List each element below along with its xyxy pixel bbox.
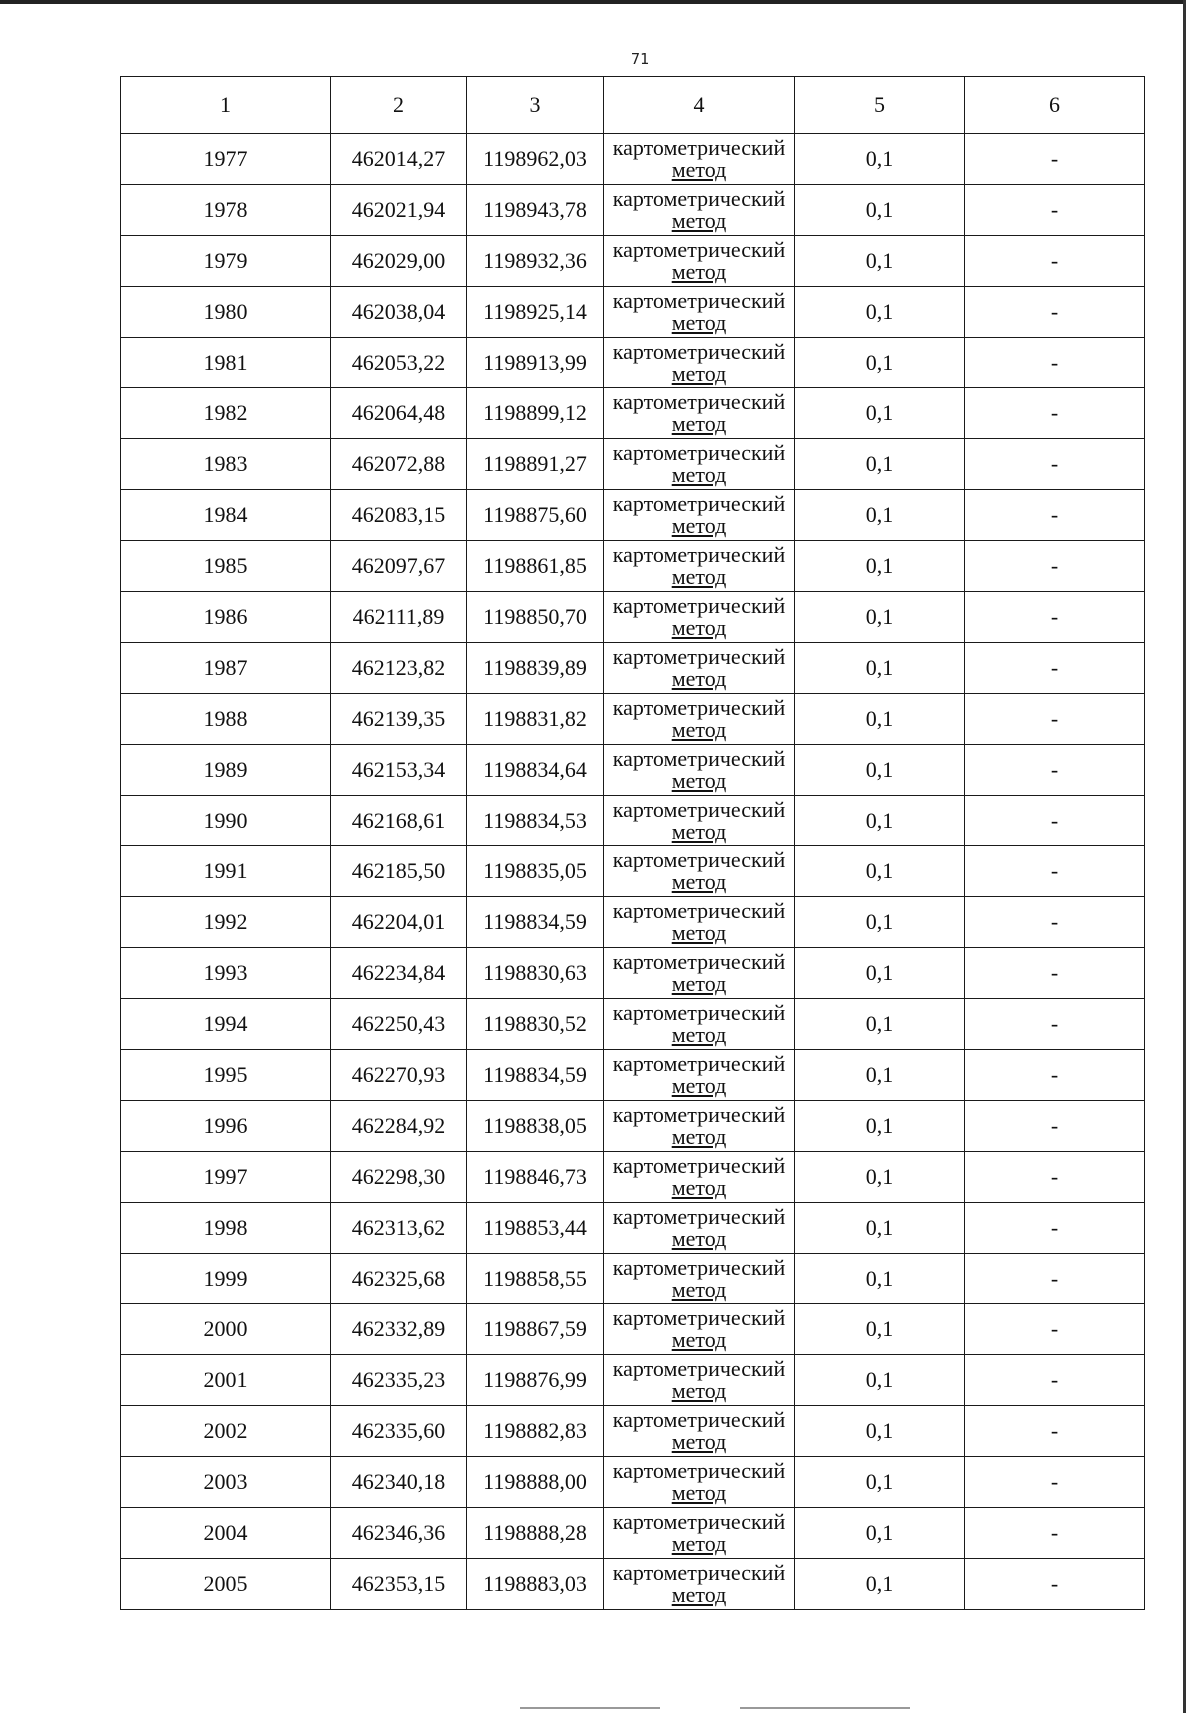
coord-y-cell: 1198834,64 [467, 744, 604, 795]
accuracy-cell: 0,1 [795, 1406, 965, 1457]
method-line-1: картометрический [612, 287, 786, 313]
table-row [121, 1304, 1145, 1355]
method-line-2: метод [671, 665, 727, 691]
method-cell [604, 1406, 795, 1457]
method-line-1: картометрический [612, 389, 786, 415]
coord-x-cell: 462250,43 [331, 999, 467, 1050]
method-cell [604, 235, 795, 286]
point-number-cell: 1985 [121, 541, 331, 592]
method-line-2: метод [671, 869, 727, 895]
method-line-2: метод [671, 462, 727, 488]
coord-y-cell: 1198839,89 [467, 642, 604, 693]
accuracy-cell: 0,1 [795, 235, 965, 286]
method-line-2: метод [671, 1123, 727, 1149]
point-number-cell: 1989 [121, 744, 331, 795]
table-row [121, 1202, 1145, 1253]
note-cell: - [965, 1202, 1145, 1253]
method-line-1: картометрический [612, 796, 786, 822]
method-cell [604, 999, 795, 1050]
method-line-1: картометрический [612, 338, 786, 364]
method-cell [604, 1151, 795, 1202]
coord-x-cell: 462353,15 [331, 1558, 467, 1609]
method-cell [604, 1253, 795, 1304]
method-line-2: метод [671, 767, 727, 793]
method-cell [604, 134, 795, 185]
table-row [121, 235, 1145, 286]
header-cell: 5 [795, 77, 965, 134]
coord-y-cell: 1198838,05 [467, 1100, 604, 1151]
coord-y-cell: 1198932,36 [467, 235, 604, 286]
note-cell: - [965, 1508, 1145, 1559]
table-row [121, 1100, 1145, 1151]
accuracy-cell: 0,1 [795, 1457, 965, 1508]
method-cell [604, 1508, 795, 1559]
method-line-2: метод [671, 1276, 727, 1302]
method-cell [604, 184, 795, 235]
method-line-2: метод [671, 207, 727, 233]
coord-y-cell: 1198853,44 [467, 1202, 604, 1253]
note-cell: - [965, 184, 1145, 235]
table-row [121, 1050, 1145, 1101]
coord-y-cell: 1198830,52 [467, 999, 604, 1050]
point-number-cell: 1994 [121, 999, 331, 1050]
accuracy-cell: 0,1 [795, 134, 965, 185]
coord-x-cell: 462325,68 [331, 1253, 467, 1304]
note-cell: - [965, 337, 1145, 388]
accuracy-cell: 0,1 [795, 1100, 965, 1151]
coord-x-cell: 462153,34 [331, 744, 467, 795]
method-line-2: метод [671, 1378, 727, 1404]
table-row [121, 846, 1145, 897]
coord-y-cell: 1198888,28 [467, 1508, 604, 1559]
table-row [121, 999, 1145, 1050]
accuracy-cell: 0,1 [795, 337, 965, 388]
table-row [121, 795, 1145, 846]
note-cell: - [965, 1457, 1145, 1508]
table-row [121, 592, 1145, 643]
point-number-cell: 1996 [121, 1100, 331, 1151]
method-cell [604, 1050, 795, 1101]
point-number-cell: 1986 [121, 592, 331, 643]
table-row [121, 1508, 1145, 1559]
note-cell: - [965, 1406, 1145, 1457]
coord-x-cell: 462083,15 [331, 490, 467, 541]
note-cell: - [965, 948, 1145, 999]
point-number-cell: 2004 [121, 1508, 331, 1559]
table-row [121, 1253, 1145, 1304]
method-line-2: метод [671, 360, 727, 386]
method-line-2: метод [671, 564, 727, 590]
note-cell: - [965, 642, 1145, 693]
coord-x-cell: 462313,62 [331, 1202, 467, 1253]
point-number-cell: 1998 [121, 1202, 331, 1253]
note-cell: - [965, 490, 1145, 541]
method-line-1: картометрический [612, 1356, 786, 1382]
method-line-2: метод [671, 1530, 727, 1556]
method-line-1: картометрический [612, 745, 786, 771]
point-number-cell: 2003 [121, 1457, 331, 1508]
method-line-1: картометрический [612, 1508, 786, 1534]
accuracy-cell: 0,1 [795, 1558, 965, 1609]
header-cell: 3 [467, 77, 604, 134]
coord-y-cell: 1198888,00 [467, 1457, 604, 1508]
note-cell: - [965, 439, 1145, 490]
header-cell: 2 [331, 77, 467, 134]
method-cell [604, 1457, 795, 1508]
coord-y-cell: 1198846,73 [467, 1151, 604, 1202]
method-line-2: метод [671, 1327, 727, 1353]
method-line-2: метод [671, 1480, 727, 1506]
accuracy-cell: 0,1 [795, 490, 965, 541]
table-row [121, 744, 1145, 795]
coord-x-cell: 462346,36 [331, 1508, 467, 1559]
coord-y-cell: 1198876,99 [467, 1355, 604, 1406]
coord-y-cell: 1198891,27 [467, 439, 604, 490]
coord-y-cell: 1198830,63 [467, 948, 604, 999]
note-cell: - [965, 134, 1145, 185]
method-cell [604, 388, 795, 439]
accuracy-cell: 0,1 [795, 795, 965, 846]
method-line-1: картометрический [612, 542, 786, 568]
table-row [121, 1355, 1145, 1406]
method-line-2: метод [671, 1225, 727, 1251]
note-cell: - [965, 846, 1145, 897]
method-line-2: метод [671, 818, 727, 844]
coord-x-cell: 462185,50 [331, 846, 467, 897]
accuracy-cell: 0,1 [795, 1355, 965, 1406]
coord-x-cell: 462332,89 [331, 1304, 467, 1355]
coord-x-cell: 462021,94 [331, 184, 467, 235]
coord-y-cell: 1198835,05 [467, 846, 604, 897]
method-line-1: картометрический [612, 898, 786, 924]
point-number-cell: 1997 [121, 1151, 331, 1202]
method-line-1: картометрический [612, 949, 786, 975]
accuracy-cell: 0,1 [795, 948, 965, 999]
method-line-1: картометрический [612, 236, 786, 262]
method-cell [604, 693, 795, 744]
note-cell: - [965, 286, 1145, 337]
point-number-cell: 2002 [121, 1406, 331, 1457]
coord-x-cell: 462340,18 [331, 1457, 467, 1508]
table-row [121, 897, 1145, 948]
method-line-1: картометрический [612, 1559, 786, 1585]
method-line-2: метод [671, 513, 727, 539]
method-line-1: картометрический [612, 440, 786, 466]
method-line-1: картометрический [612, 1050, 786, 1076]
method-line-1: картометрический [612, 643, 786, 669]
coord-y-cell: 1198861,85 [467, 541, 604, 592]
note-cell: - [965, 897, 1145, 948]
method-line-1: картометрический [612, 592, 786, 618]
table-row [121, 134, 1145, 185]
accuracy-cell: 0,1 [795, 999, 965, 1050]
method-cell [604, 897, 795, 948]
point-number-cell: 1993 [121, 948, 331, 999]
header-cell: 1 [121, 77, 331, 134]
coord-y-cell: 1198858,55 [467, 1253, 604, 1304]
method-line-1: картометрический [612, 134, 786, 160]
method-line-2: метод [671, 156, 727, 182]
accuracy-cell: 0,1 [795, 642, 965, 693]
note-cell: - [965, 1151, 1145, 1202]
point-number-cell: 1981 [121, 337, 331, 388]
accuracy-cell: 0,1 [795, 897, 965, 948]
table-row [121, 286, 1145, 337]
note-cell: - [965, 1050, 1145, 1101]
table-row [121, 490, 1145, 541]
note-cell: - [965, 693, 1145, 744]
coord-x-cell: 462335,60 [331, 1406, 467, 1457]
method-line-2: метод [671, 614, 727, 640]
note-cell: - [965, 999, 1145, 1050]
coord-y-cell: 1198883,03 [467, 1558, 604, 1609]
coord-x-cell: 462064,48 [331, 388, 467, 439]
table-row [121, 541, 1145, 592]
note-cell: - [965, 1304, 1145, 1355]
page-number: 71 [630, 50, 650, 68]
method-line-2: метод [671, 411, 727, 437]
coord-x-cell: 462270,93 [331, 1050, 467, 1101]
accuracy-cell: 0,1 [795, 1304, 965, 1355]
point-number-cell: 1992 [121, 897, 331, 948]
point-number-cell: 1983 [121, 439, 331, 490]
point-number-cell: 1984 [121, 490, 331, 541]
method-line-1: картометрический [612, 185, 786, 211]
method-line-1: картометрический [612, 1000, 786, 1026]
accuracy-cell: 0,1 [795, 846, 965, 897]
method-line-1: картометрический [612, 1305, 786, 1331]
method-line-1: картометрический [612, 847, 786, 873]
accuracy-cell: 0,1 [795, 592, 965, 643]
method-line-1: картометрический [612, 1101, 786, 1127]
coord-x-cell: 462038,04 [331, 286, 467, 337]
method-cell [604, 541, 795, 592]
coord-x-cell: 462097,67 [331, 541, 467, 592]
scan-bottom-mark [520, 1707, 660, 1709]
coord-x-cell: 462029,00 [331, 235, 467, 286]
method-line-2: метод [671, 258, 727, 284]
table-row [121, 439, 1145, 490]
accuracy-cell: 0,1 [795, 184, 965, 235]
coord-y-cell: 1198834,59 [467, 897, 604, 948]
method-line-1: картометрический [612, 1407, 786, 1433]
coord-y-cell: 1198899,12 [467, 388, 604, 439]
coord-x-cell: 462204,01 [331, 897, 467, 948]
method-cell [604, 846, 795, 897]
point-number-cell: 1982 [121, 388, 331, 439]
method-cell [604, 490, 795, 541]
accuracy-cell: 0,1 [795, 1151, 965, 1202]
accuracy-cell: 0,1 [795, 541, 965, 592]
note-cell: - [965, 795, 1145, 846]
method-cell [604, 744, 795, 795]
method-cell [604, 592, 795, 643]
method-cell [604, 1304, 795, 1355]
method-cell [604, 642, 795, 693]
point-number-cell: 2000 [121, 1304, 331, 1355]
point-number-cell: 1991 [121, 846, 331, 897]
method-line-2: метод [671, 971, 727, 997]
table-row [121, 1457, 1145, 1508]
accuracy-cell: 0,1 [795, 388, 965, 439]
method-cell [604, 1202, 795, 1253]
point-number-cell: 2001 [121, 1355, 331, 1406]
coord-y-cell: 1198913,99 [467, 337, 604, 388]
method-line-1: картометрический [612, 1203, 786, 1229]
coord-y-cell: 1198834,59 [467, 1050, 604, 1101]
note-cell: - [965, 592, 1145, 643]
coord-x-cell: 462014,27 [331, 134, 467, 185]
accuracy-cell: 0,1 [795, 744, 965, 795]
point-number-cell: 1977 [121, 134, 331, 185]
method-line-2: метод [671, 920, 727, 946]
coord-y-cell: 1198831,82 [467, 693, 604, 744]
point-number-cell: 2005 [121, 1558, 331, 1609]
accuracy-cell: 0,1 [795, 439, 965, 490]
coord-x-cell: 462298,30 [331, 1151, 467, 1202]
accuracy-cell: 0,1 [795, 1050, 965, 1101]
header-cell: 6 [965, 77, 1145, 134]
method-line-2: метод [671, 1022, 727, 1048]
coord-x-cell: 462335,23 [331, 1355, 467, 1406]
point-number-cell: 1979 [121, 235, 331, 286]
header-cell: 4 [604, 77, 795, 134]
accuracy-cell: 0,1 [795, 1202, 965, 1253]
coord-y-cell: 1198882,83 [467, 1406, 604, 1457]
method-line-1: картометрический [612, 1458, 786, 1484]
coord-y-cell: 1198925,14 [467, 286, 604, 337]
coord-y-cell: 1198867,59 [467, 1304, 604, 1355]
coord-y-cell: 1198875,60 [467, 490, 604, 541]
coord-x-cell: 462072,88 [331, 439, 467, 490]
note-cell: - [965, 1355, 1145, 1406]
method-line-2: метод [671, 716, 727, 742]
point-number-cell: 1978 [121, 184, 331, 235]
coordinates-table [120, 76, 1145, 1610]
table-row [121, 1406, 1145, 1457]
coord-y-cell: 1198962,03 [467, 134, 604, 185]
table-row [121, 388, 1145, 439]
note-cell: - [965, 1100, 1145, 1151]
accuracy-cell: 0,1 [795, 1508, 965, 1559]
coord-x-cell: 462123,82 [331, 642, 467, 693]
point-number-cell: 1995 [121, 1050, 331, 1101]
coord-y-cell: 1198850,70 [467, 592, 604, 643]
point-number-cell: 1980 [121, 286, 331, 337]
table-body [121, 134, 1145, 1610]
note-cell: - [965, 235, 1145, 286]
note-cell: - [965, 388, 1145, 439]
note-cell: - [965, 541, 1145, 592]
table-row [121, 642, 1145, 693]
point-number-cell: 1988 [121, 693, 331, 744]
method-cell [604, 286, 795, 337]
coord-x-cell: 462053,22 [331, 337, 467, 388]
header-row [121, 77, 1145, 134]
note-cell: - [965, 1253, 1145, 1304]
method-cell [604, 1100, 795, 1151]
point-number-cell: 1990 [121, 795, 331, 846]
method-line-1: картометрический [612, 694, 786, 720]
accuracy-cell: 0,1 [795, 1253, 965, 1304]
note-cell: - [965, 744, 1145, 795]
point-number-cell: 1999 [121, 1253, 331, 1304]
table-row [121, 1151, 1145, 1202]
method-line-2: метод [671, 1174, 727, 1200]
method-cell [604, 439, 795, 490]
table-row [121, 948, 1145, 999]
accuracy-cell: 0,1 [795, 286, 965, 337]
method-line-2: метод [671, 1072, 727, 1098]
point-number-cell: 1987 [121, 642, 331, 693]
accuracy-cell: 0,1 [795, 693, 965, 744]
method-cell [604, 795, 795, 846]
method-line-1: картометрический [612, 491, 786, 517]
method-cell [604, 1355, 795, 1406]
method-cell [604, 948, 795, 999]
table-row [121, 1558, 1145, 1609]
table-row [121, 184, 1145, 235]
method-cell [604, 1558, 795, 1609]
coord-x-cell: 462284,92 [331, 1100, 467, 1151]
scan-top-border [0, 0, 1183, 4]
coord-x-cell: 462168,61 [331, 795, 467, 846]
coord-y-cell: 1198834,53 [467, 795, 604, 846]
method-line-1: картометрический [612, 1254, 786, 1280]
method-line-1: картометрический [612, 1152, 786, 1178]
scan-right-border [1183, 0, 1186, 1713]
table-row [121, 337, 1145, 388]
coord-y-cell: 1198943,78 [467, 184, 604, 235]
method-cell [604, 337, 795, 388]
table-row [121, 693, 1145, 744]
coord-x-cell: 462139,35 [331, 693, 467, 744]
method-line-2: метод [671, 1581, 727, 1607]
coord-x-cell: 462111,89 [331, 592, 467, 643]
coord-x-cell: 462234,84 [331, 948, 467, 999]
scan-bottom-mark [740, 1707, 910, 1709]
method-line-2: метод [671, 1429, 727, 1455]
note-cell: - [965, 1558, 1145, 1609]
method-line-2: метод [671, 309, 727, 335]
